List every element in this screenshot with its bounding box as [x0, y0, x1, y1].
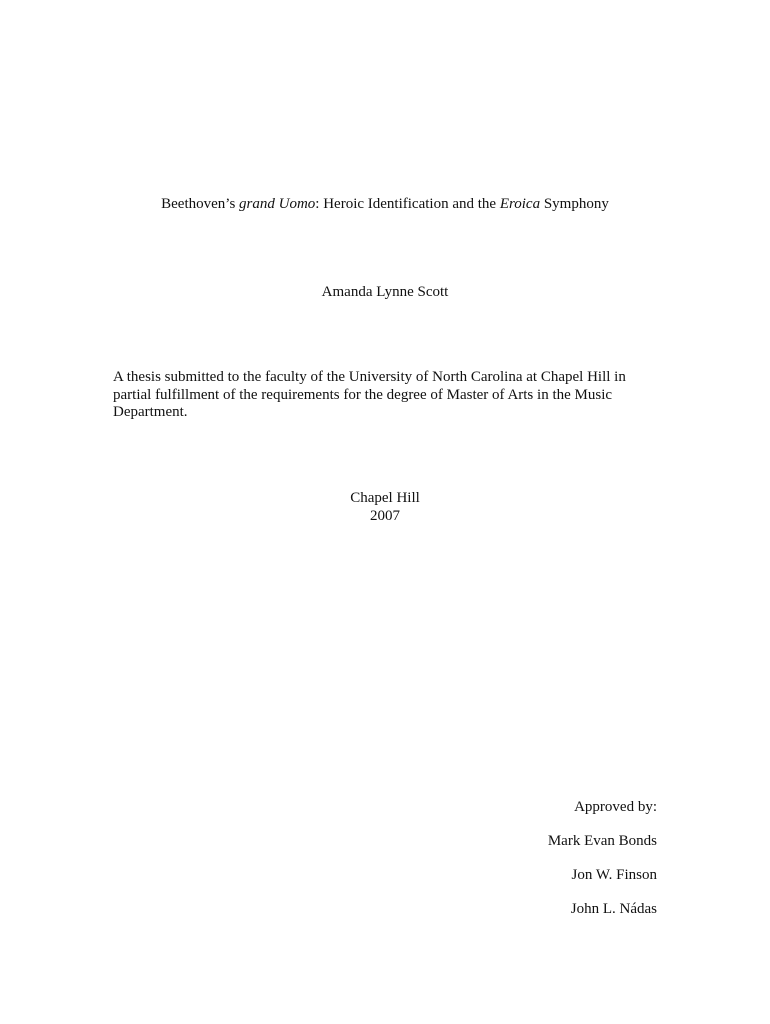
title-part-3: Symphony [540, 196, 609, 212]
approver-1: Mark Evan Bonds [547, 833, 657, 849]
title-part-2: : Heroic Identification and the [315, 196, 500, 212]
title-part-1: Beethoven’s [161, 196, 240, 212]
approver-3: John L. Nádas [570, 901, 657, 917]
place: Chapel Hill [350, 490, 420, 506]
approver-2: Jon W. Finson [571, 867, 657, 883]
title-italic-eroica: Eroica [499, 196, 541, 212]
year: 2007 [370, 508, 400, 524]
thesis-title [0, 196, 770, 213]
approval-block [357, 799, 657, 935]
title-italic-grand-uomo: grand Uomo [239, 196, 316, 212]
place-and-date [0, 489, 770, 525]
approval-label: Approved by: [574, 799, 657, 815]
author-name: Amanda Lynne Scott [321, 284, 449, 300]
thesis-statement: A thesis submitted to the faculty of the University of North Carolina at Chapel Hill in partial fulfillment of the requirements for the degree of Master of Arts in the Music Department. [113, 369, 626, 420]
